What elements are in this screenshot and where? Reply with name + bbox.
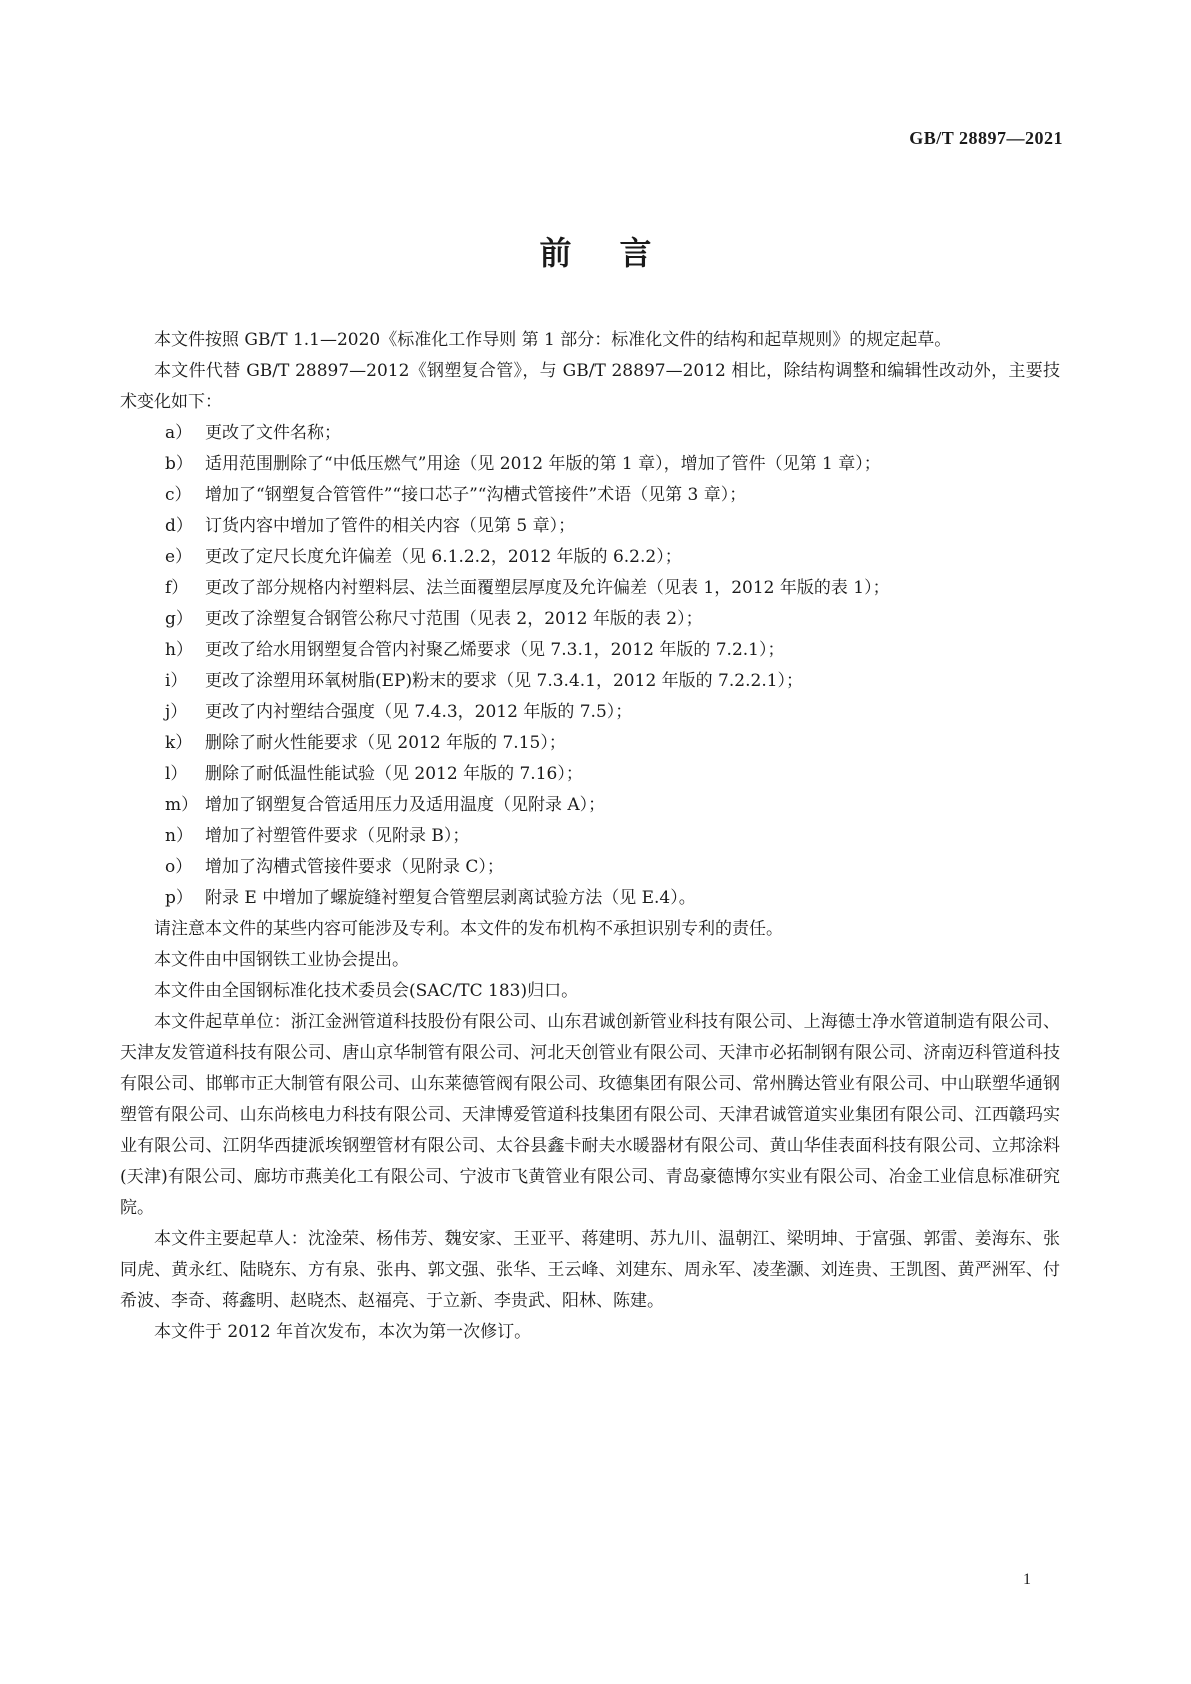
list-item-text: 更改了给水用钢塑复合管内衬聚乙烯要求（见 7.3.1，2012 年版的 7.2.1）； xyxy=(205,640,785,660)
document-body xyxy=(120,325,1060,1348)
list-item xyxy=(165,883,1060,914)
list-item-text: 更改了涂塑复合钢管公称尺寸范围（见表 2，2012 年版的表 2）； xyxy=(205,609,703,629)
list-marker: f） xyxy=(165,578,189,598)
list-item-text: 更改了定尺长度允许偏差（见 6.1.2.2，2012 年版的 6.2.2）； xyxy=(205,547,682,567)
list-marker: n） xyxy=(165,826,193,846)
list-item xyxy=(165,666,1060,697)
list-item-text: 适用范围删除了“中低压燃气”用途（见 2012 年版的第 1 章），增加了管件（见第 1 章）； xyxy=(205,454,881,474)
list-marker: b） xyxy=(165,454,193,474)
standard-code-header: GB/T 28897—2021 xyxy=(909,128,1063,148)
list-item-text: 订货内容中增加了管件的相关内容（见第 5 章）； xyxy=(205,516,576,536)
list-marker: j） xyxy=(165,702,188,722)
list-marker: a） xyxy=(165,423,193,443)
list-marker: d） xyxy=(165,516,193,536)
list-marker: i） xyxy=(165,671,188,691)
list-item xyxy=(165,790,1060,821)
list-item xyxy=(165,542,1060,573)
list-item-text: 更改了内衬塑结合强度（见 7.4.3，2012 年版的 7.5）； xyxy=(205,702,633,722)
page-number: 1 xyxy=(1023,1571,1031,1588)
list-item xyxy=(165,480,1060,511)
list-item-text: 更改了涂塑用环氧树脂(EP)粉末的要求（见 7.3.4.1，2012 年版的 7.2.2.1）； xyxy=(205,671,804,691)
list-item xyxy=(165,449,1060,480)
list-marker: e） xyxy=(165,547,193,567)
list-item xyxy=(165,728,1060,759)
page-title: 前言 xyxy=(539,234,700,272)
paragraph-intro-2: 本文件代替 GB/T 28897—2012《钢塑复合管》，与 GB/T 28897—2012 相比，除结构调整和编辑性改动外，主要技术变化如下： xyxy=(120,361,1060,412)
list-marker: m） xyxy=(165,795,199,815)
paragraph-proposed-by: 本文件由中国钢铁工业协会提出。 xyxy=(154,950,409,970)
list-item xyxy=(165,511,1060,542)
changes-list xyxy=(120,418,1060,914)
list-item-text: 更改了文件名称； xyxy=(205,423,341,443)
list-item xyxy=(165,759,1060,790)
list-item xyxy=(165,573,1060,604)
list-marker: g） xyxy=(165,609,193,629)
list-marker: h） xyxy=(165,640,193,660)
list-item-text: 增加了衬塑管件要求（见附录 B）； xyxy=(205,826,470,846)
list-item xyxy=(165,697,1060,728)
list-item xyxy=(165,635,1060,666)
paragraph-intro-1: 本文件按照 GB/T 1.1—2020《标准化工作导则 第 1 部分：标准化文件的结构和起草规则》的规定起草。 xyxy=(154,330,952,350)
list-item-text: 删除了耐低温性能试验（见 2012 年版的 7.16）； xyxy=(205,764,583,784)
list-item-text: 增加了沟槽式管接件要求（见附录 C）； xyxy=(205,857,504,877)
list-item xyxy=(165,604,1060,635)
list-marker: l） xyxy=(165,764,188,784)
list-item-text: 删除了耐火性能要求（见 2012 年版的 7.15）； xyxy=(205,733,566,753)
list-item-text: 增加了“钢塑复合管管件”“接口芯子”“沟槽式管接件”术语（见第 3 章）； xyxy=(205,485,747,505)
list-marker: o） xyxy=(165,857,193,877)
list-marker: c） xyxy=(165,485,192,505)
paragraph-patent-notice: 请注意本文件的某些内容可能涉及专利。本文件的发布机构不承担识别专利的责任。 xyxy=(154,919,783,939)
list-item xyxy=(165,852,1060,883)
paragraph-publication-history: 本文件于 2012 年首次发布，本次为第一次修订。 xyxy=(154,1322,532,1342)
paragraph-drafters: 本文件主要起草人：沈淦荣、杨伟芳、魏安家、王亚平、蒋建明、苏九川、温朝江、梁明坤、于富强、郭雷、姜海东、张同虎、黄永红、陆晓东、方有泉、张冉、郭文强、张华、王云峰、刘建东、周永军、凌垄灏、刘连贵、王凯图、黄严洲军、付希波、李奇、蒋鑫明、赵晓杰、赵福亮、于立新、李贵武、阳林、陈建。 xyxy=(120,1229,1060,1311)
list-item-text: 更改了部分规格内衬塑料层、法兰面覆塑层厚度及允许偏差（见表 1，2012 年版的表 1）； xyxy=(205,578,890,598)
list-item xyxy=(165,821,1060,852)
list-item xyxy=(165,418,1060,449)
list-item-text: 附录 E 中增加了螺旋缝衬塑复合管塑层剥离试验方法（见 E.4）。 xyxy=(205,888,696,908)
paragraph-administered-by: 本文件由全国钢标准化技术委员会(SAC/TC 183)归口。 xyxy=(154,981,579,1001)
list-marker: k） xyxy=(165,733,193,753)
list-marker: p） xyxy=(165,888,193,908)
paragraph-drafting-units: 本文件起草单位：浙江金洲管道科技股份有限公司、山东君诚创新管业科技有限公司、上海德士净水管道制造有限公司、天津友发管道科技有限公司、唐山京华制管有限公司、河北天创管业有限公司、天津市必拓制钢有限公司、济南迈科管道科技有限公司、邯郸市正大制管有限公司、山东莱德管阀有限公司、玫德集团有限公司、常州腾达管业有限公司、中山联塑华通钢塑管有限公司、山东尚核电力科技有限公司、天津博爱管道科技集团有限公司、天津君诚管道实业集团有限公司、江西赣玛实业有限公司、江阴华西捷派埃钢塑管材有限公司、太谷县鑫卡耐夫水暖器材有限公司、黄山华佳表面科技有限公司、立邦涂料(天津)有限公司、廊坊市燕美化工有限公司、宁波市飞黄管业有限公司、青岛豪德博尔实业有限公司、冶金工业信息标准研究院。 xyxy=(120,1012,1060,1218)
list-item-text: 增加了钢塑复合管适用压力及适用温度（见附录 A）； xyxy=(205,795,606,815)
